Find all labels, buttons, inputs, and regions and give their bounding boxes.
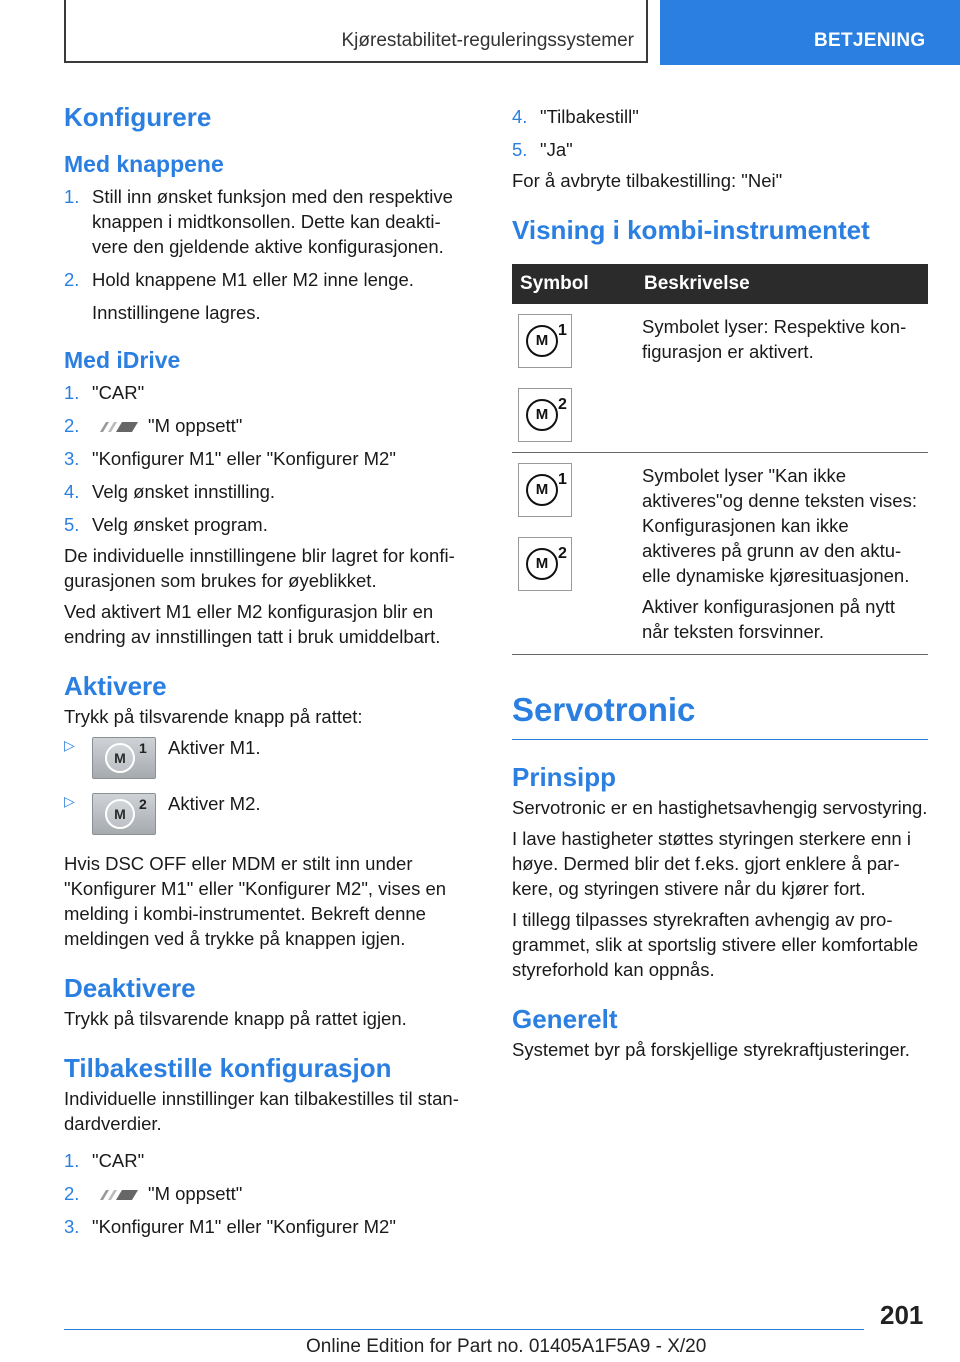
list-item: 5. "Ja" [512,139,573,160]
reset-steps-continued [512,104,928,162]
buttons-note: Innstillingene lagres. [92,302,261,323]
buttons-steps [64,184,468,292]
principle-paragraph-1: Servotronic er en hastighetsavhengig servostyring. [512,797,928,818]
cancel-paragraph: For å avbryte tilbakestilling: "Nei" [512,170,783,191]
bullet-triangle-icon: ▷ [64,737,75,753]
list-item: 2. "M oppsett" [64,1183,243,1204]
list-item: 1. "CAR" [64,1150,145,1171]
m2-symbol-icon: M 2 [518,537,572,591]
list-item: 4. "Tilbakestill" [512,106,639,127]
list-item: 2. "M oppsett" [64,415,243,436]
activate-m1-text: Aktiver M1. [168,737,261,758]
m1-steering-button-icon: M 1 [92,737,156,779]
idrive-paragraph-1: De individuelle innstillingene blir lagret for konfigurasjonen som brukes for øyeblikket. [64,545,455,591]
heading-display: Visning i kombi-instrumentet [512,215,870,245]
list-item: 3. "Konfigurer M1" eller "Konfigurer M2" [64,448,396,469]
heading-idrive: Med iDrive [64,347,181,373]
list-item: 3. "Konfigurer M1" eller "Konfigurer M2" [64,1216,396,1237]
table-header-symbol: Symbol [512,264,636,304]
section-title: Kjørestabilitet-reguleringssystemer [341,30,634,51]
description-text: Symbolet lyser "Kan ikke aktiveres"og denne teksten vises: Konfigurasjonen kan ikke aktiveres på grunn av den aktuelle dynamiske kjøresituasjonen. [642,465,917,586]
m1-symbol-icon: M 1 [518,314,572,368]
heading-buttons: Med knappene [64,151,224,177]
section-divider [512,739,928,740]
header-section-box [64,0,648,63]
heading-servotronic: Servotronic [512,691,696,728]
heading-configure: Konfigurere [64,102,212,132]
chapter-label: BETJENING [814,30,926,51]
bullet-triangle-icon: ▷ [64,793,75,809]
table-header-description: Beskrivelse [636,264,928,304]
principle-paragraph-3: I tillegg tilpasses styrekraften avhengig av programmet, slik at sportslig stivere eller komfortable styreforhold kan oppnås. [512,909,919,980]
table-row [512,453,928,655]
left-column [64,96,468,1239]
footer-divider [64,1329,864,1330]
description-text-2: Aktiver konfigurasjonen på nytt når teksten forsvinner. [642,596,895,642]
description-cell: Symbolet lyser: Respektive konfigurasjon er aktivert. [636,304,928,453]
list-item: 5. Velg ønsket program. [64,514,268,535]
chapter-tab[interactable] [660,0,960,65]
activate-paragraph: Hvis DSC OFF eller MDM er stilt inn under "Konfigurer M1" eller "Konfigurer M2", vises en melding i kombi-instrumentet. Bekreft denne meldingen ved å trykke på knappen igjen. [64,853,447,949]
m1-symbol-icon: M 1 [518,463,572,517]
heading-general: Generelt [512,1004,618,1034]
footer-edition: Online Edition for Part no. 01405A1F5A9 - X/20 [306,1336,707,1357]
table-row [512,304,928,453]
m-menu-tab-icon [92,420,140,434]
symbol-table [512,264,928,655]
idrive-paragraph-2: Ved aktivert M1 eller M2 konfigurasjon blir en endring av innstillingen tatt i bruk umiddelbart. [64,601,441,647]
list-item: 1. "CAR" [64,382,145,403]
principle-paragraph-2: I lave hastigheter støttes styringen sterkere enn i høye. Dermed blir det f.eks. gjort enklere å parkere, og styringen stivere når du kjører fort. [512,828,911,899]
heading-reset: Tilbakestille konfigurasjon [64,1053,392,1083]
symbol-cell [512,304,636,453]
m2-steering-button-icon: M 2 [92,793,156,835]
right-column [512,104,928,1062]
list-item: 4. Velg ønsket innstilling. [64,481,276,502]
reset-steps [64,1148,468,1239]
m2-symbol-icon: M 2 [518,388,572,442]
activate-item-m1 [64,737,468,785]
page-number: 201 [880,1300,924,1330]
activate-intro: Trykk på tilsvarende knapp på rattet: [64,706,363,727]
deactivate-paragraph: Trykk på tilsvarende knapp på rattet igjen. [64,1008,407,1029]
heading-activate: Aktivere [64,671,167,701]
m-menu-tab-icon [92,1188,140,1202]
idrive-steps [64,380,468,537]
list-item: 1. Still inn ønsket funksjon med den respektive knappen i midtkonsollen. Dette kan deaktivere den gjeldende aktive konfigurasjonen. [64,186,453,257]
activate-m2-text: Aktiver M2. [168,793,261,814]
heading-principle: Prinsipp [512,762,617,792]
list-item: 2. Hold knappene M1 eller M2 inne lenge. [64,269,414,290]
reset-paragraph: Individuelle innstillinger kan tilbakestilles til standardverdier. [64,1088,459,1134]
heading-deactivate: Deaktivere [64,973,196,1003]
general-paragraph: Systemet byr på forskjellige styrekraftjusteringer. [512,1039,910,1060]
symbol-cell [512,453,636,655]
description-cell [636,453,928,655]
activate-item-m2 [64,793,468,841]
